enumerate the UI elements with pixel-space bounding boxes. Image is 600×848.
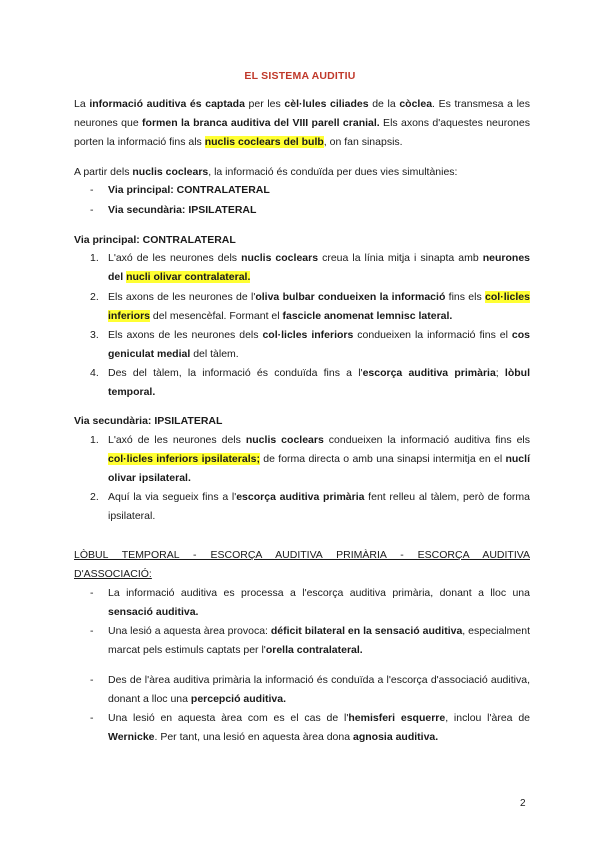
page-number: 2 (520, 798, 526, 809)
section-heading-lobul: LÒBUL TEMPORAL - ESCORÇA AUDITIVA PRIMÀRIA - ESCORÇA AUDITIVA (74, 549, 530, 561)
section-heading-lobul-2: D'ASSOCIACIÓ: (74, 568, 152, 580)
document-page: EL SISTEMA AUDITIU La informació auditiva és captada per les cèl·lules ciliades de la còclea. Es transmesa a les neurones que formen la branca auditiva del VIII parell cranial. Els axons d'aquestes neurones porten la informació fins als nuclis coclears del bulb, on fan sinapsis. A partir dels nuclis coclears, la informació és conduïda per dues vies simultànies: - Via principal: CONTRALATERAL - Via secundària: IPSILATERAL Via principal: CONTRALATERAL 1. L'axó de les neurones dels nuclis coclears creua la línia mitja i sinapta amb neurones del nucli olivar contralateral. 2. Els axons de les neurones de l'oliva bulbar condueixen la informació fins els col·licles inferiors del mesencèfal. Formant el fascicle anomenat lemnisc lateral. 3. Els axons de les neurones dels col·licles inferiors condueixen la informació fins el cos geniculat medial del tàlem. 4. Des del tàlem, la informació és conduïda fins a l'escorça auditiva primària; lòbul temporal. Via secundària: IPSILATERAL 1. L'axó de les neurones dels nuclis coclears condueixen la informació auditiva fins els col·licles inferiors ipsilaterals; de forma directa o amb una sinapsi intermitja en el nuclí olivar ipsilateral. 2. Aquí la via segueix fins a l'escorça auditiva primària fent relleu al tàlem, però de forma ipsilateral. LÒBUL TEMPORAL - ESCORÇA AUDITIVA PRIMÀRIA - ESCORÇA AUDITIVA D'ASSOCIACIÓ: - La informació auditiva es processa a l'escorça auditiva primària, donant a lloc una sensació auditiva. - Una lesió a aquesta àrea provoca: déficit bilateral en la sensació auditiva, especialment marcat pels estimuls captats per l'orella contralateral. - Des de l'àrea auditiva primària la informació és conduïda a l'escorça d'associació auditiva, donant a lloc una percepció auditiva. - Una lesió en aquesta àrea com es el cas de l'hemisferi esquerre, inclou l'àrea de Wernicke. Per tant, una lesió en aquesta àrea dona agnosia auditiva. 2 (0, 0, 600, 848)
page-title: EL SISTEMA AUDITIU (244, 70, 356, 82)
intro-paragraph: La informació auditiva és captada per les cèl·lules ciliades de la còclea. Es transmesa a les neurones que formen la branca auditiva del VIII parell cranial. Els axons d'aquestes neurones porten la informació fins als nuclis coclears del bulb, on fan sinapsis. (74, 98, 531, 148)
intro-paragraph-2: A partir dels nuclis coclears, la informació és conduïda per dues vies simultànies: (74, 166, 458, 178)
section-heading-secondary: Via secundària: IPSILATERAL (74, 415, 223, 427)
section-heading-principal: Via principal: CONTRALATERAL (74, 234, 236, 246)
